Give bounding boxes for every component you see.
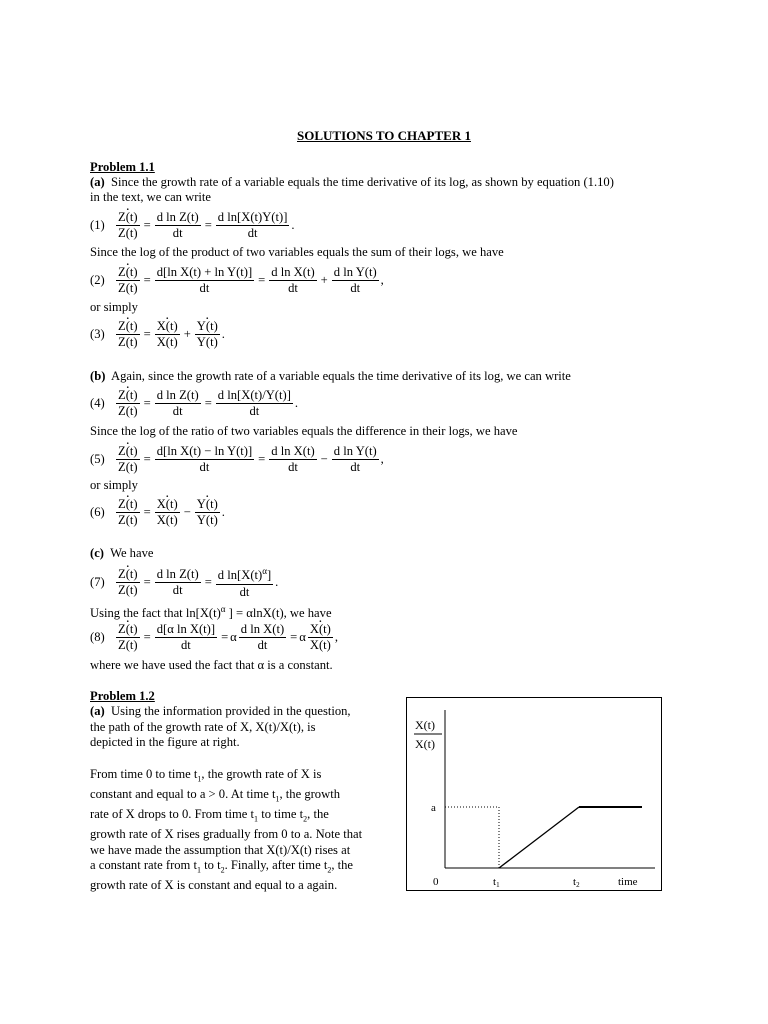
part-a-label: (a) (90, 175, 105, 189)
problem-1-1-heading: Problem 1.1 (90, 160, 155, 174)
equation-6: (6) . $\frac{Z(t)}{Z(t)}$ = . $\frac{X(t)}{X(t)}$ − . $\frac{Y(t)}{Y(t)}$ . (90, 493, 225, 531)
p12-a-paragraph: (a) Using the information provided in the question, the path of the growth rate of X, X(t)/X(t), is depicted in the figure at right. (90, 704, 351, 749)
equation-4: (4) . $\frac{Z(t)}{Z(t)}$ = $\frac{\text{d ln Z(t)}}{dt}$ = $\frac{\text{d ln[X(t)/Y(t)]}}{dt}$ . (90, 384, 298, 422)
p11-diff-text: Since the log of the ratio of two variables equals the difference in their logs, we have (90, 424, 518, 438)
p11-b-text: (b) Again, since the growth rate of a variable equals the time derivative of its log, we can write (90, 369, 571, 383)
ylabel-num: X(t) (415, 718, 435, 732)
part-c-label: (c) (90, 546, 104, 560)
problem-1-2-heading: Problem 1.2 (90, 689, 155, 703)
x-tick-label: t1 (493, 876, 500, 889)
or-simply-1: or simply (90, 300, 138, 314)
p11-const-text: where we have used the fact that α is a constant. (90, 658, 333, 672)
p11-a-text1: Since the growth rate of a variable equals the time derivative of its log, as shown by equation (1.10) (110, 175, 614, 189)
xlabel: time (618, 876, 638, 888)
part-a-label: (a) (90, 704, 105, 718)
p11-fact-text: Using the fact that $\ln[X(t)^\alpha$ ] = αlnX(t), we have (90, 604, 332, 621)
p11-c-text: (c) We have (90, 546, 154, 560)
eq-number: (1) (90, 217, 105, 232)
equation-8: (8) . $\frac{Z(t)}{Z(t)}$ = $\frac{\text{d[α ln X(t)]}}{dt}$ = α $\frac{\text{d ln X(t)}}{dt}$ = α . $\frac{X(t)}{X(t)}$ , (90, 618, 338, 656)
growth-rate-ramp (499, 807, 579, 868)
p11-a-text (90, 175, 614, 190)
y-tick-label-a: a (431, 802, 436, 814)
equation-2: (2) . $\frac{Z(t)}{Z(t)}$ = $\frac{\text{d[ln X(t) + ln Y(t)]}}{dt}$ = $\frac{\text{d ln X(t)}}{dt}$ + $\frac{\text{d ln Y(t)}}{dt}$ , (90, 261, 384, 299)
fraction: $\frac{\text{d ln[X(t)Y(t)]}}{dt}$ (217, 209, 288, 240)
page-title: SOLUTIONS TO CHAPTER 1 (297, 128, 471, 143)
p11-sum-text: Since the log of the product of two variables equals the sum of their logs, we have (90, 245, 504, 259)
or-simply-2: or simply (90, 478, 138, 492)
x-tick-label: 0 (433, 876, 439, 888)
equation-5: (5) . $\frac{Z(t)}{Z(t)}$ = $\frac{\text{d[ln X(t) − ln Y(t)]}}{dt}$ = $\frac{\text{d ln X(t)}}{dt}$ − $\frac{\text{d ln Y(t)}}{dt}$ , (90, 440, 384, 478)
fraction: $\frac{\text{d ln Z(t)}}{dt}$ (156, 209, 199, 240)
p12-b-paragraph: From time 0 to time $t_1$, the growth rate of X is constant and equal to a > 0. At time $t_1$, the growth rate of X drops to 0. From time $t_1$ to time $t_2$, the growth rate of X rises gradually from 0 to a. Note that we have made the assumption that X(t)/X(t) rises at a constant rate from $t_1$ to $t_2$. Finally, after time $t_2$, the growth rate of X is constant and equal to a again. (90, 767, 363, 893)
x-tick-label: t2 (573, 876, 580, 889)
ylabel-den: X(t) (415, 737, 435, 751)
growth-rate-figure (406, 697, 662, 891)
p11-a-text2: in the text, we can write (90, 190, 211, 204)
equation-3: (3) . $\frac{Z(t)}{Z(t)}$ = . $\frac{X(t)}{X(t)}$ + . $\frac{Y(t)}{Y(t)}$ . (90, 315, 225, 353)
fraction: . $\frac{Z(t)}{Z(t)}$ (116, 210, 140, 241)
equation-7: (7) . $\frac{Z(t)}{Z(t)}$ = $\frac{\text{d ln Z(t)}}{dt}$ = $\frac{d \ln[X(t)^\alpha]}{dt}$ . (90, 563, 278, 601)
equation-1: (1) . $\frac{Z(t)}{Z(t)}$ = $\frac{\text{d ln Z(t)}}{dt}$ = $\frac{\text{d ln[X(t)Y(t)]}}{dt}$ . (90, 206, 295, 244)
growth-rate-chart (407, 698, 661, 890)
part-b-label: (b) (90, 369, 106, 383)
